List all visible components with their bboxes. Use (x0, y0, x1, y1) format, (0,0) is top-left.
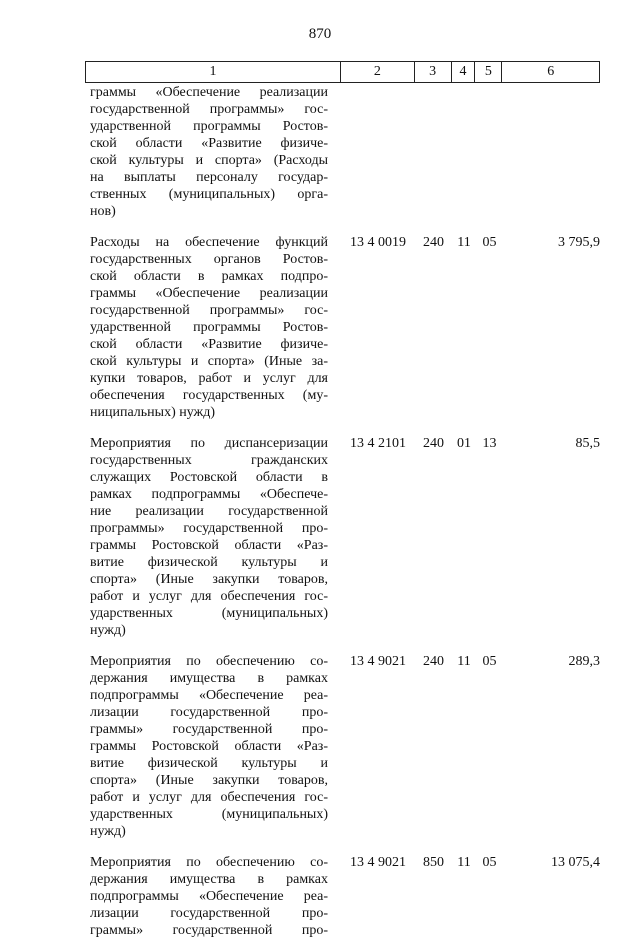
description-line: граммы Ростовской области «Раз- (90, 538, 328, 553)
description-line: лизации государственной про- (90, 705, 328, 720)
table-row (85, 234, 600, 421)
row-amount: 3 795,9 (558, 235, 600, 250)
row-code: 13 4 9021 (350, 855, 406, 870)
row-code: 13 4 9021 (350, 654, 406, 669)
description-line: ние реализации государственной (90, 504, 328, 519)
row-code: 13 4 2101 (350, 436, 406, 451)
description-line: нужд) (90, 824, 126, 839)
description-line: ниципальных) нужд) (90, 405, 215, 420)
table-row (85, 854, 600, 939)
description-line: рамках подпрограммы «Обеспече- (90, 487, 328, 502)
row-amount: 289,3 (568, 654, 600, 669)
description-line: ударственных (муниципальных) (90, 807, 328, 822)
row-subsection: 05 (482, 855, 497, 870)
description-line: граммы Ростовской области «Раз- (90, 739, 328, 754)
description-line: держания имущества в рамках (90, 671, 328, 686)
description-line: Мероприятия по обеспечению со- (90, 654, 328, 669)
description-line: государственной программы» гос- (90, 303, 328, 318)
row-subsection: 05 (482, 235, 497, 250)
description-line: программы» государственной про- (90, 521, 328, 536)
description-line: граммы «Обеспечение реализации (90, 85, 328, 100)
row-spacer (85, 639, 600, 653)
row-subsection: 05 (482, 654, 497, 669)
row-subsection: 13 (482, 436, 497, 451)
description-line: спорта» (Иные закупки товаров, (90, 572, 328, 587)
description-line: ударственной программы Ростов- (90, 320, 328, 335)
header-col-1: 1 (86, 62, 341, 82)
description-line: купки товаров, работ и услуг для (90, 371, 328, 386)
description-line: обеспечения государственных (му- (90, 388, 328, 403)
table-body (85, 84, 600, 939)
description-line: граммы» государственной про- (90, 923, 328, 938)
description-line: работ и услуг для обеспечения гос- (90, 790, 328, 805)
row-section: 11 (457, 855, 471, 870)
description-line: работ и услуг для обеспечения гос- (90, 589, 328, 604)
row-description (90, 84, 328, 220)
description-line: ударственной программы Ростов- (90, 119, 328, 134)
row-expense-type: 240 (423, 436, 444, 451)
description-line: спорта» (Иные закупки товаров, (90, 773, 328, 788)
description-line: Мероприятия по диспансеризации (90, 436, 328, 451)
description-line: Мероприятия по обеспечению со- (90, 855, 328, 870)
row-description (90, 435, 328, 639)
description-line: нов) (90, 204, 116, 219)
description-line: ской области «Развитие физиче- (90, 337, 328, 352)
table-row (85, 84, 600, 220)
description-line: ударственных (муниципальных) (90, 606, 328, 621)
row-section: 11 (457, 654, 471, 669)
row-description (90, 234, 328, 421)
row-description (90, 653, 328, 840)
page-number: 870 (308, 26, 332, 42)
description-line: ственных (муниципальных) орга- (90, 187, 328, 202)
row-expense-type: 850 (423, 855, 444, 870)
description-line: государственных органов Ростов- (90, 252, 328, 267)
header-col-5: 5 (475, 62, 502, 82)
description-line: граммы» государственной про- (90, 722, 328, 737)
row-amount: 13 075,4 (551, 855, 600, 870)
row-spacer (85, 421, 600, 435)
description-line: граммы «Обеспечение реализации (90, 286, 328, 301)
row-amount: 85,5 (575, 436, 600, 451)
header-col-4: 4 (452, 62, 476, 82)
description-line: ской культуры и спорта» (Расходы (90, 153, 328, 168)
header-col-6: 6 (547, 64, 555, 79)
row-spacer (85, 220, 600, 234)
description-line: витие физической культуры и (90, 756, 328, 771)
description-line: витие физической культуры и (90, 555, 328, 570)
row-spacer (85, 840, 600, 854)
table-header (85, 61, 600, 83)
description-line: государственных гражданских (90, 453, 328, 468)
description-line: ской области «Развитие физиче- (90, 136, 328, 151)
row-expense-type: 240 (423, 654, 444, 669)
description-line: ской области в рамках подпро- (90, 269, 328, 284)
row-description (90, 854, 328, 939)
description-line: лизации государственной про- (90, 906, 328, 921)
header-col-2: 2 (341, 62, 415, 82)
description-line: нужд) (90, 623, 126, 638)
table-row (85, 653, 600, 840)
description-line: Расходы на обеспечение функций (90, 235, 328, 250)
description-line: подпрограммы «Обеспечение реа- (90, 688, 328, 703)
description-line: держания имущества в рамках (90, 872, 328, 887)
description-line: служащих Ростовской области в (90, 470, 328, 485)
row-expense-type: 240 (423, 235, 444, 250)
row-code: 13 4 0019 (350, 235, 406, 250)
description-line: подпрограммы «Обеспечение реа- (90, 889, 328, 904)
row-section: 01 (457, 436, 471, 451)
table-row (85, 435, 600, 639)
description-line: государственной программы» гос- (90, 102, 328, 117)
header-col-3: 3 (415, 62, 452, 82)
description-line: ской культуры и спорта» (Иные за- (90, 354, 328, 369)
description-line: на выплаты персоналу государ- (90, 170, 328, 185)
row-section: 11 (457, 235, 471, 250)
